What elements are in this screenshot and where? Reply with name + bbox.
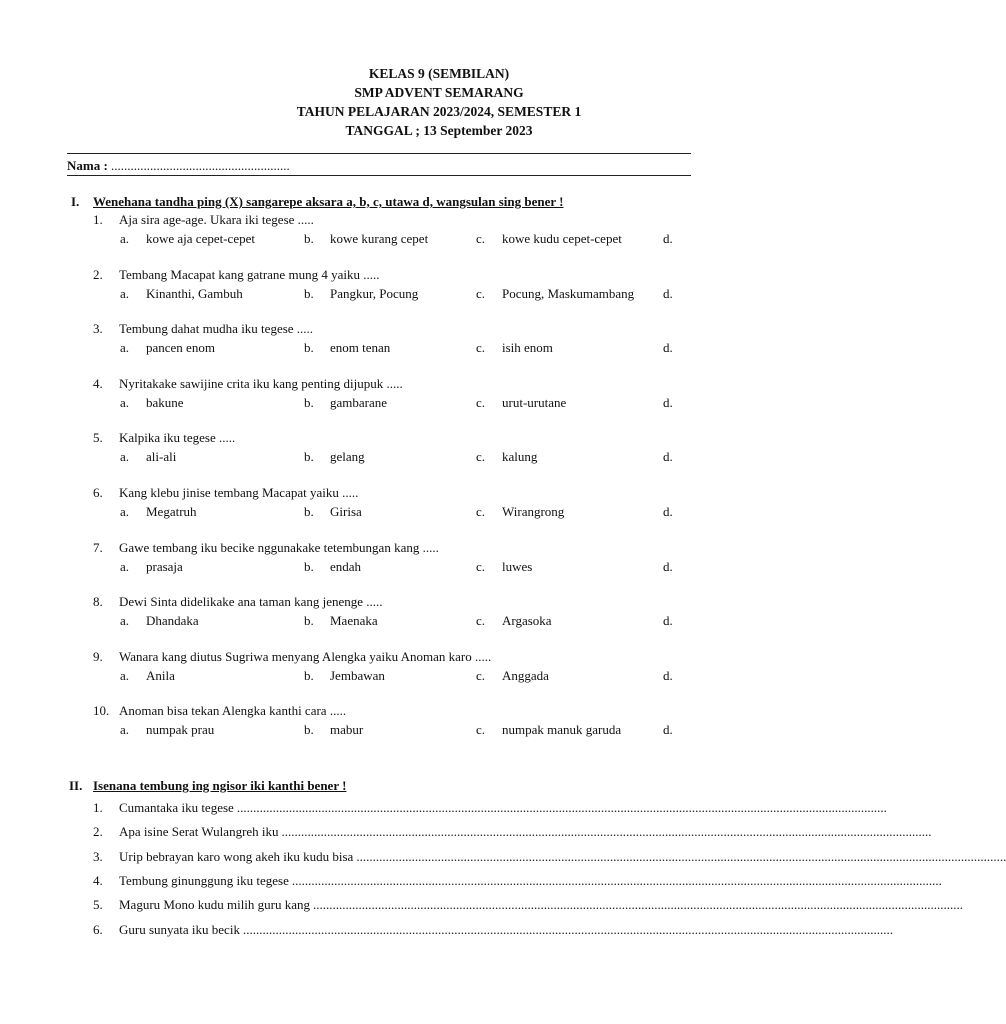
option-letter: d. (663, 559, 673, 574)
question-text: Kang klebu jinise tembang Macapat yaiku ..... (119, 485, 359, 500)
top-rule (67, 153, 691, 154)
name-line (67, 158, 290, 174)
header-year: TAHUN PELAJARAN 2023/2024, SEMESTER 1 (296, 104, 582, 119)
option-letter: b. (304, 559, 314, 574)
question-number: 8. (93, 594, 103, 609)
question-text: Aja sira age-age. Ukara iki tegese ..... (119, 212, 314, 227)
option-text: Pocung, Maskumambang (502, 286, 635, 301)
option-letter: c. (476, 340, 486, 355)
essay-item (93, 800, 887, 818)
section1-number: I. (71, 194, 80, 209)
option-letter: c. (476, 722, 486, 737)
answer-blank[interactable]: ........................................................................................................................................................................................................ (236, 800, 887, 815)
option-text: enom tenan (330, 340, 391, 355)
section1-instruction: Wenehana tandha ping (X) sangarepe aksara a, b, c, utawa d, wangsulan sing bener ! (93, 194, 564, 209)
answer-blank[interactable]: ........................................................................................................................................................................................................ (356, 849, 1006, 864)
option-text: endah (330, 559, 362, 574)
essay-number: 3. (93, 849, 103, 864)
option-text: gambarane (330, 395, 388, 410)
option-text: Megatruh (146, 504, 197, 519)
question-text: Wanara kang diutus Sugriwa menyang Alengka yaiku Anoman karo ..... (119, 649, 492, 664)
option-letter: d. (663, 286, 673, 301)
header-date: TANGGAL ; 13 September 2023 (345, 123, 533, 138)
option-letter: a. (120, 504, 130, 519)
option-letter: b. (304, 613, 314, 628)
option-text: pancen enom (146, 340, 215, 355)
option-text: Jembawan (330, 668, 385, 683)
option-text: ali-ali (146, 449, 177, 464)
answer-blank[interactable]: ........................................................................................................................................................................................................ (281, 824, 932, 839)
essay-number: 4. (93, 873, 103, 888)
essay-text: Cumantaka iku tegese (119, 800, 237, 815)
question-number: 4. (93, 376, 103, 391)
option-text: Anila (146, 668, 175, 683)
option-letter: a. (120, 613, 130, 628)
option-text: Pangkur, Pocung (330, 286, 419, 301)
answer-blank[interactable]: ........................................................................................................................................................................................................ (242, 922, 893, 937)
question-number: 1. (93, 212, 103, 227)
question-number: 7. (93, 540, 103, 555)
option-text: gelang (330, 449, 365, 464)
option-text: isih enom (502, 340, 553, 355)
section2-number: II. (69, 778, 83, 793)
option-text: Kinanthi, Gambuh (146, 286, 243, 301)
essay-item (93, 824, 932, 842)
option-letter: d. (663, 449, 673, 464)
option-text: Dhandaka (146, 613, 199, 628)
essay-line (119, 824, 932, 840)
option-letter: a. (120, 395, 130, 410)
option-letter: a. (120, 340, 130, 355)
question-number: 10. (93, 703, 110, 718)
option-text: prasaja (146, 559, 183, 574)
option-letter: c. (476, 449, 486, 464)
question-text: Tembang Macapat kang gatrane mung 4 yaiku ..... (119, 267, 380, 282)
option-text: Girisa (330, 504, 362, 519)
option-letter: a. (120, 286, 130, 301)
option-text: luwes (502, 559, 533, 574)
option-text: numpak manuk garuda (502, 722, 622, 737)
option-letter: d. (663, 504, 673, 519)
option-letter: b. (304, 231, 314, 246)
option-letter: a. (120, 449, 130, 464)
option-letter: d. (663, 668, 673, 683)
option-letter: c. (476, 559, 486, 574)
option-text: kowe kurang cepet (330, 231, 429, 246)
header-school: SMP ADVENT SEMARANG (354, 85, 524, 100)
option-text: urut-urutane (502, 395, 567, 410)
question-text: Nyritakake sawijine crita iku kang penting dijupuk ..... (119, 376, 403, 391)
essay-number: 5. (93, 897, 103, 912)
option-letter: b. (304, 395, 314, 410)
option-letter: a. (120, 668, 130, 683)
question-number: 9. (93, 649, 103, 664)
essay-item (93, 922, 893, 940)
option-text: kowe kudu cepet-cepet (502, 231, 622, 246)
question-number: 3. (93, 321, 103, 336)
option-letter: b. (304, 340, 314, 355)
essay-text: Guru sunyata iku becik (119, 922, 243, 937)
option-letter: b. (304, 449, 314, 464)
essay-line (119, 897, 964, 913)
essay-number: 6. (93, 922, 103, 937)
essay-line (119, 873, 942, 889)
option-letter: b. (304, 668, 314, 683)
essay-number: 1. (93, 800, 103, 815)
option-letter: c. (476, 613, 486, 628)
option-letter: b. (304, 286, 314, 301)
essay-item (93, 873, 942, 891)
essay-item (93, 849, 1006, 867)
option-letter: b. (304, 504, 314, 519)
option-letter: c. (476, 286, 486, 301)
question-number: 5. (93, 430, 103, 445)
option-text: Wirangrong (502, 504, 565, 519)
question-text: Anoman bisa tekan Alengka kanthi cara ..... (119, 703, 347, 718)
option-text: Argasoka (502, 613, 552, 628)
option-letter: d. (663, 340, 673, 355)
option-letter: d. (663, 231, 673, 246)
answer-blank[interactable]: ........................................................................................................................................................................................................ (291, 873, 942, 888)
question-text: Tembung dahat mudha iku tegese ..... (119, 321, 314, 336)
option-letter: d. (663, 395, 673, 410)
question-number: 6. (93, 485, 103, 500)
option-text: bakune (146, 395, 184, 410)
option-text: kalung (502, 449, 538, 464)
option-text: mabur (330, 722, 364, 737)
option-letter: d. (663, 613, 673, 628)
essay-line (119, 849, 1006, 865)
option-letter: a. (120, 722, 130, 737)
option-text: numpak prau (146, 722, 215, 737)
option-letter: c. (476, 504, 486, 519)
essay-text: Tembung ginunggung iku tegese (119, 873, 292, 888)
option-text: Anggada (502, 668, 549, 683)
option-letter: c. (476, 395, 486, 410)
name-blank[interactable]: ....................................................... (111, 158, 290, 173)
option-letter: d. (663, 722, 673, 737)
essay-text: Urip bebrayan karo wong akeh iku kudu bisa (119, 849, 356, 864)
section2-instruction: Isenana tembung ing ngisor iki kanthi bener ! (93, 778, 347, 793)
essay-line (119, 922, 893, 938)
header-class: KELAS 9 (SEMBILAN) (368, 66, 510, 81)
essay-item (93, 897, 964, 915)
essay-line (119, 800, 887, 816)
answer-blank[interactable]: ........................................................................................................................................................................................................ (313, 897, 964, 912)
option-letter: c. (476, 668, 486, 683)
name-label: Nama : (67, 158, 108, 173)
question-text: Kalpika iku tegese ..... (119, 430, 236, 445)
question-number: 2. (93, 267, 103, 282)
option-letter: a. (120, 559, 130, 574)
essay-text: Apa isine Serat Wulangreh iku (119, 824, 282, 839)
option-letter: c. (476, 231, 486, 246)
essay-number: 2. (93, 824, 103, 839)
option-letter: b. (304, 722, 314, 737)
question-text: Dewi Sinta didelikake ana taman kang jenenge ..... (119, 594, 383, 609)
option-letter: a. (120, 231, 130, 246)
exam-header (0, 64, 768, 140)
option-text: kowe aja cepet-cepet (146, 231, 255, 246)
option-text: Maenaka (330, 613, 378, 628)
question-text: Gawe tembang iku becike nggunakake tetembungan kang ..... (119, 540, 439, 555)
essay-text: Maguru Mono kudu milih guru kang (119, 897, 313, 912)
bottom-rule (67, 175, 691, 176)
